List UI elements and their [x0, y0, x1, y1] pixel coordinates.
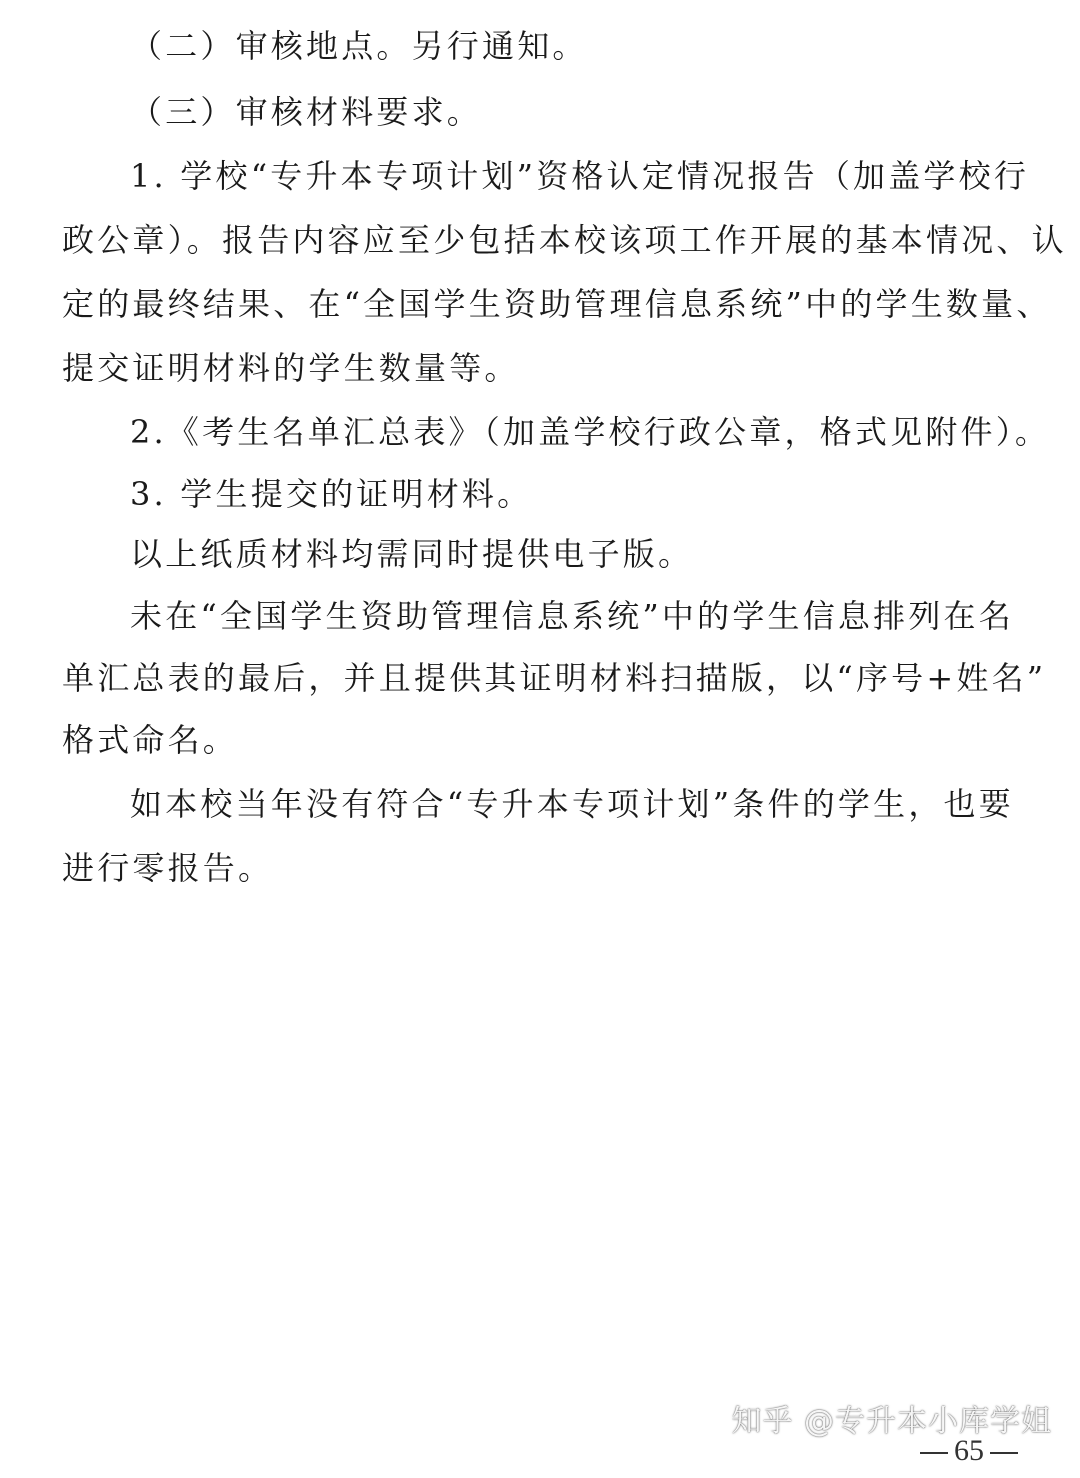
paragraph-line: 政公章）。报告内容应至少包括本校该项工作开展的基本情况、认: [62, 221, 1067, 259]
section-heading-materials: （三）审核材料要求。: [130, 93, 483, 131]
page-number-dash-right: [990, 1452, 1018, 1454]
paragraph-line: 2.《考生名单汇总表》（加盖学校行政公章，格式见附件）。: [130, 413, 1051, 451]
paragraph-line: 3. 学生提交的证明材料。: [130, 475, 533, 513]
paragraph-line: 提交证明材料的学生数量等。: [62, 349, 520, 387]
section-heading-location: （二）审核地点。另行通知。: [130, 27, 588, 65]
paragraph-line: 进行零报告。: [62, 849, 274, 887]
paragraph-line: 如本校当年没有符合“专升本专项计划”条件的学生，也要: [130, 785, 1014, 823]
page-number-value: 65: [954, 1434, 984, 1467]
page-number-dash-left: [920, 1452, 948, 1454]
paragraph-line: 定的最终结果、在“全国学生资助管理信息系统”中的学生数量、: [62, 285, 1052, 323]
paragraph-line: 1. 学校“专升本专项计划”资格认定情况报告（加盖学校行: [130, 157, 1030, 195]
page-number: [914, 1434, 1024, 1468]
paragraph-line: 格式命名。: [62, 721, 239, 759]
paragraph-line: 以上纸质材料均需同时提供电子版。: [130, 535, 694, 573]
watermark: 知乎 @专升本小库学姐: [731, 1404, 1052, 1439]
paragraph-line: 未在“全国学生资助管理信息系统”中的学生信息排列在名: [130, 597, 1014, 635]
paragraph-line: 单汇总表的最后，并且提供其证明材料扫描版，以“序号+姓名”: [62, 659, 1047, 697]
